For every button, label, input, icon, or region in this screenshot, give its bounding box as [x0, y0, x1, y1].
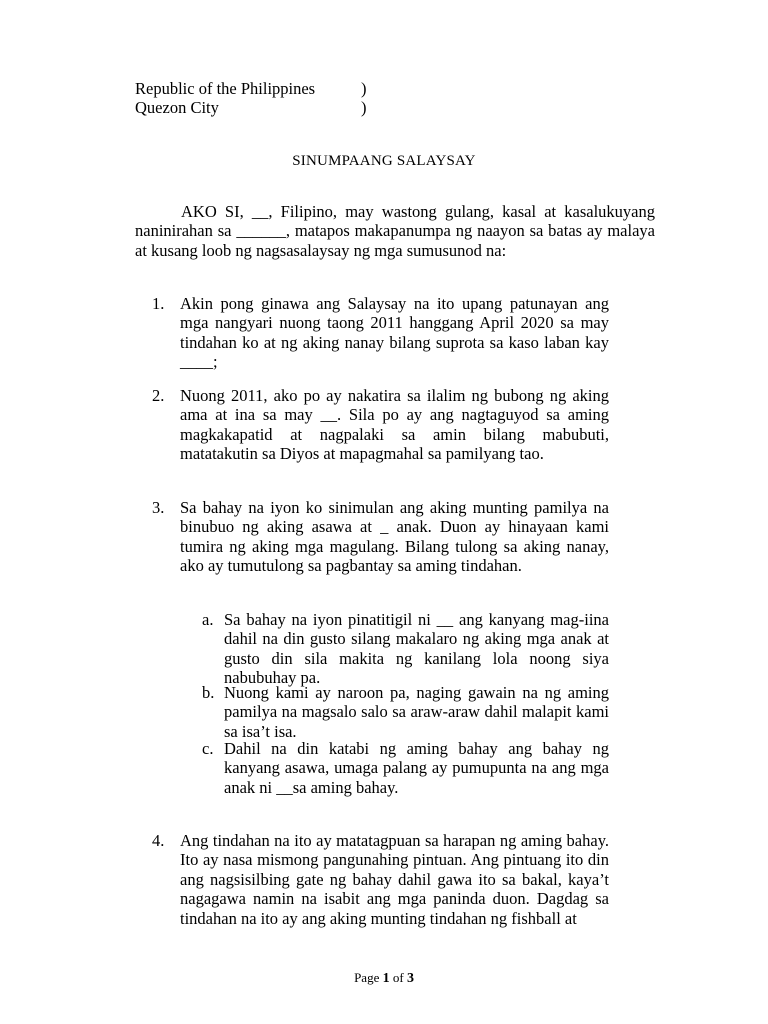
list-item-3 [152, 498, 609, 576]
item-number: 3. [152, 498, 165, 517]
item-text: Akin pong ginawa ang Salaysay na ito upang patunayan ang mga nangyari nuong taong 2011 hanggang April 2020 sa may tindahan ko at ng aking nanay bilang suprota sa kaso laban kay ____; [180, 294, 609, 372]
item-number: 4. [152, 831, 165, 850]
venue-city: Quezon City [135, 98, 219, 117]
item-text: Ang tindahan na ito ay matatagpuan sa harapan ng aming bahay. Ito ay nasa mismong pangunahing pintuan. Ang pintuang ito din ang nagsisilbing gate ng bahay dahil gawa ito sa bakal, kaya’t nagagawa namin na isabit ang mga paninda duon. Dagdag sa tindahan na ito ay ang aking munting tindahan ng fishball at [180, 831, 609, 928]
item-number: 2. [152, 386, 165, 405]
page-of: of [392, 970, 404, 985]
list-item-1 [152, 294, 609, 372]
sub-item-letter: c. [202, 739, 214, 758]
venue-paren: ) [361, 98, 367, 117]
sub-item-text: Dahil na din katabi ng aming bahay ang bahay ng kanyang asawa, umaga palang ay pumupunta na ang mga anak ni __sa aming bahay. [224, 739, 609, 797]
sub-item-letter: a. [202, 610, 214, 629]
sub-item-text: Nuong kami ay naroon pa, naging gawain na ng aming pamilya na magsalo salo sa araw-araw dahil malapit kami sa isa’t isa. [224, 683, 609, 741]
sub-item-letter: b. [202, 683, 215, 702]
sub-item-text: Sa bahay na iyon pinatitigil ni __ ang kanyang mag-iina dahil na din gusto silang makalaro ng aking mga anak at gusto din sila makita ng kanilang lola noong siya nabubuhay pa. [224, 610, 609, 688]
sub-item-a [202, 610, 609, 688]
venue-paren: ) [361, 79, 367, 98]
sub-item-c [202, 739, 609, 797]
item-text: Nuong 2011, ako po ay nakatira sa ilalim ng bubong ng aking ama at ina sa may __. Sila po ay ang nagtaguyod sa aming magkakapatid at nagpalaki sa amin bilang mabubuti, matatakutin sa Diyos at mapagmahal sa pamilyang tao. [180, 386, 609, 464]
list-item-4 [152, 831, 609, 928]
sub-item-b [202, 683, 609, 741]
page-number: 1 [382, 971, 390, 986]
venue-block [135, 79, 367, 117]
item-number: 1. [152, 294, 165, 313]
list-item-2 [152, 386, 609, 464]
venue-line-2 [135, 98, 367, 117]
document-title: SINUMPAANG SALAYSAY [292, 153, 476, 169]
page-label: Page [354, 970, 380, 985]
page-total: 3 [406, 971, 414, 986]
venue-country: Republic of the Philippines [135, 79, 316, 98]
page-footer [0, 970, 768, 987]
item-text: Sa bahay na iyon ko sinimulan ang aking munting pamilya na binubuo ng aking asawa at _ anak. Duon ay hinayaan kami tumira ng aking mga magulang. Bilang tulong sa aking nanay, ako ay tumutulong sa pagbantay sa aming tindahan. [180, 498, 609, 576]
intro-paragraph: AKO SI, __, Filipino, may wastong gulang, kasal at kasalukuyang naninirahan sa ______, matapos makapanumpa ng naayon sa batas ay malaya at kusang loob ng nagsasalaysay ng mga sumusunod na: [135, 202, 655, 260]
venue-line-1 [135, 79, 367, 98]
